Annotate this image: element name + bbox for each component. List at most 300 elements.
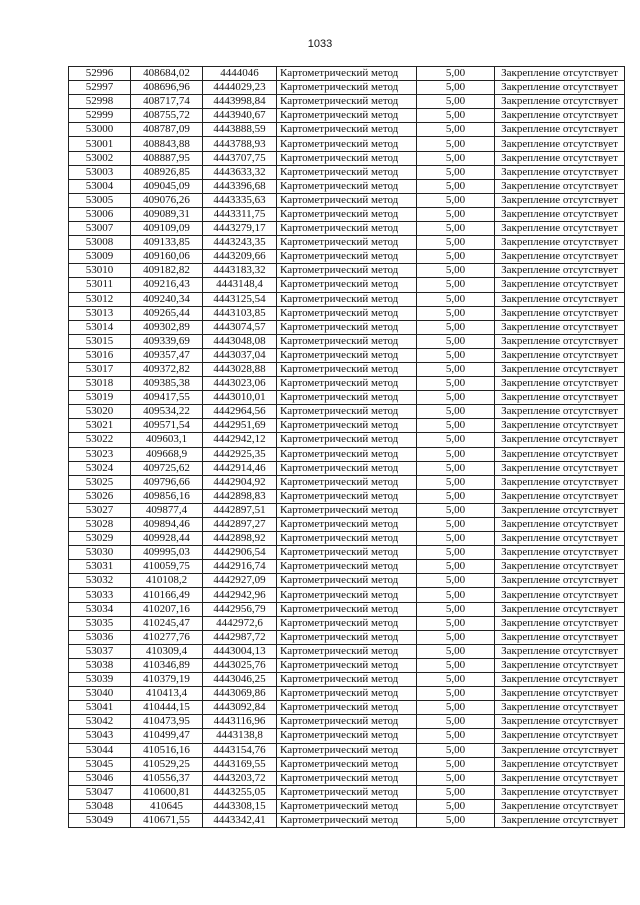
y-coordinate-cell: 4443010,01 — [203, 391, 277, 405]
table-row — [69, 306, 625, 320]
x-coordinate-cell: 409417,55 — [131, 391, 203, 405]
accuracy-cell: 5,00 — [417, 306, 495, 320]
fixation-cell: Закрепление отсутствует — [495, 348, 625, 362]
method-cell: Картометрический метод — [277, 151, 417, 165]
accuracy-cell: 5,00 — [417, 503, 495, 517]
x-coordinate-cell: 409603,1 — [131, 433, 203, 447]
x-coordinate-cell: 409725,62 — [131, 461, 203, 475]
x-coordinate-cell: 409571,54 — [131, 419, 203, 433]
fixation-cell: Закрепление отсутствует — [495, 123, 625, 137]
point-number-cell: 53000 — [69, 123, 131, 137]
table-row — [69, 560, 625, 574]
point-number-cell: 53024 — [69, 461, 131, 475]
table-row — [69, 489, 625, 503]
method-cell: Картометрический метод — [277, 179, 417, 193]
x-coordinate-cell: 409133,85 — [131, 236, 203, 250]
method-cell: Картометрический метод — [277, 574, 417, 588]
method-cell: Картометрический метод — [277, 419, 417, 433]
accuracy-cell: 5,00 — [417, 250, 495, 264]
table-row — [69, 673, 625, 687]
y-coordinate-cell: 4443046,25 — [203, 673, 277, 687]
table-row — [69, 377, 625, 391]
method-cell: Картометрический метод — [277, 320, 417, 334]
y-coordinate-cell: 4443279,17 — [203, 222, 277, 236]
method-cell: Картометрический метод — [277, 489, 417, 503]
y-coordinate-cell: 4443311,75 — [203, 207, 277, 221]
coordinates-table — [68, 66, 625, 828]
method-cell: Картометрический метод — [277, 560, 417, 574]
accuracy-cell: 5,00 — [417, 179, 495, 193]
y-coordinate-cell: 4443092,84 — [203, 701, 277, 715]
fixation-cell: Закрепление отсутствует — [495, 673, 625, 687]
x-coordinate-cell: 409668,9 — [131, 447, 203, 461]
method-cell: Картометрический метод — [277, 67, 417, 81]
y-coordinate-cell: 4442942,12 — [203, 433, 277, 447]
method-cell: Картометрический метод — [277, 630, 417, 644]
table-row — [69, 334, 625, 348]
accuracy-cell: 5,00 — [417, 771, 495, 785]
table-row — [69, 179, 625, 193]
fixation-cell: Закрепление отсутствует — [495, 785, 625, 799]
point-number-cell: 53007 — [69, 222, 131, 236]
table-row — [69, 137, 625, 151]
x-coordinate-cell: 409928,44 — [131, 532, 203, 546]
y-coordinate-cell: 4442925,35 — [203, 447, 277, 461]
fixation-cell: Закрепление отсутствует — [495, 532, 625, 546]
point-number-cell: 53043 — [69, 729, 131, 743]
y-coordinate-cell: 4442906,54 — [203, 546, 277, 560]
method-cell: Картометрический метод — [277, 602, 417, 616]
method-cell: Картометрический метод — [277, 616, 417, 630]
table-row — [69, 165, 625, 179]
table-row — [69, 348, 625, 362]
point-number-cell: 53035 — [69, 616, 131, 630]
table-row — [69, 574, 625, 588]
x-coordinate-cell: 410108,2 — [131, 574, 203, 588]
accuracy-cell: 5,00 — [417, 433, 495, 447]
accuracy-cell: 5,00 — [417, 757, 495, 771]
table-row — [69, 616, 625, 630]
point-number-cell: 53012 — [69, 292, 131, 306]
accuracy-cell: 5,00 — [417, 701, 495, 715]
accuracy-cell: 5,00 — [417, 236, 495, 250]
point-number-cell: 53010 — [69, 264, 131, 278]
point-number-cell: 53034 — [69, 602, 131, 616]
accuracy-cell: 5,00 — [417, 546, 495, 560]
x-coordinate-cell: 410516,16 — [131, 743, 203, 757]
accuracy-cell: 5,00 — [417, 799, 495, 813]
y-coordinate-cell: 4443037,04 — [203, 348, 277, 362]
method-cell: Картометрический метод — [277, 433, 417, 447]
point-number-cell: 53044 — [69, 743, 131, 757]
fixation-cell: Закрепление отсутствует — [495, 546, 625, 560]
table-row — [69, 546, 625, 560]
fixation-cell: Закрепление отсутствует — [495, 193, 625, 207]
accuracy-cell: 5,00 — [417, 264, 495, 278]
x-coordinate-cell: 409302,89 — [131, 320, 203, 334]
fixation-cell: Закрепление отсутствует — [495, 137, 625, 151]
fixation-cell: Закрепление отсутствует — [495, 81, 625, 95]
point-number-cell: 53013 — [69, 306, 131, 320]
x-coordinate-cell: 409534,22 — [131, 405, 203, 419]
x-coordinate-cell: 410645 — [131, 799, 203, 813]
point-number-cell: 53042 — [69, 715, 131, 729]
y-coordinate-cell: 4443028,88 — [203, 362, 277, 376]
accuracy-cell: 5,00 — [417, 193, 495, 207]
accuracy-cell: 5,00 — [417, 137, 495, 151]
table-row — [69, 250, 625, 264]
x-coordinate-cell: 410277,76 — [131, 630, 203, 644]
x-coordinate-cell: 410600,81 — [131, 785, 203, 799]
table-row — [69, 715, 625, 729]
y-coordinate-cell: 4443138,8 — [203, 729, 277, 743]
y-coordinate-cell: 4443209,66 — [203, 250, 277, 264]
fixation-cell: Закрепление отсутствует — [495, 405, 625, 419]
fixation-cell: Закрепление отсутствует — [495, 602, 625, 616]
fixation-cell: Закрепление отсутствует — [495, 433, 625, 447]
accuracy-cell: 5,00 — [417, 419, 495, 433]
y-coordinate-cell: 4443048,08 — [203, 334, 277, 348]
fixation-cell: Закрепление отсутствует — [495, 687, 625, 701]
point-number-cell: 53020 — [69, 405, 131, 419]
method-cell: Картометрический метод — [277, 236, 417, 250]
accuracy-cell: 5,00 — [417, 292, 495, 306]
accuracy-cell: 5,00 — [417, 785, 495, 799]
accuracy-cell: 5,00 — [417, 447, 495, 461]
table-row — [69, 109, 625, 123]
y-coordinate-cell: 4442898,83 — [203, 489, 277, 503]
y-coordinate-cell: 4443788,93 — [203, 137, 277, 151]
y-coordinate-cell: 4442897,51 — [203, 503, 277, 517]
y-coordinate-cell: 4442951,69 — [203, 419, 277, 433]
point-number-cell: 52999 — [69, 109, 131, 123]
accuracy-cell: 5,00 — [417, 362, 495, 376]
table-row — [69, 687, 625, 701]
method-cell: Картометрический метод — [277, 95, 417, 109]
table-row — [69, 193, 625, 207]
y-coordinate-cell: 4443169,55 — [203, 757, 277, 771]
accuracy-cell: 5,00 — [417, 715, 495, 729]
fixation-cell: Закрепление отсутствует — [495, 67, 625, 81]
accuracy-cell: 5,00 — [417, 348, 495, 362]
x-coordinate-cell: 408926,85 — [131, 165, 203, 179]
x-coordinate-cell: 410529,25 — [131, 757, 203, 771]
accuracy-cell: 5,00 — [417, 630, 495, 644]
x-coordinate-cell: 409160,06 — [131, 250, 203, 264]
y-coordinate-cell: 4443335,63 — [203, 193, 277, 207]
method-cell: Картометрический метод — [277, 250, 417, 264]
fixation-cell: Закрепление отсутствует — [495, 222, 625, 236]
accuracy-cell: 5,00 — [417, 109, 495, 123]
point-number-cell: 53019 — [69, 391, 131, 405]
method-cell: Картометрический метод — [277, 109, 417, 123]
x-coordinate-cell: 410413,4 — [131, 687, 203, 701]
accuracy-cell: 5,00 — [417, 588, 495, 602]
table-row — [69, 67, 625, 81]
x-coordinate-cell: 410556,37 — [131, 771, 203, 785]
point-number-cell: 53018 — [69, 377, 131, 391]
table-row — [69, 588, 625, 602]
table-row — [69, 292, 625, 306]
method-cell: Картометрический метод — [277, 644, 417, 658]
method-cell: Картометрический метод — [277, 743, 417, 757]
method-cell: Картометрический метод — [277, 306, 417, 320]
x-coordinate-cell: 410207,16 — [131, 602, 203, 616]
fixation-cell: Закрепление отсутствует — [495, 320, 625, 334]
fixation-cell: Закрепление отсутствует — [495, 518, 625, 532]
point-number-cell: 53003 — [69, 165, 131, 179]
method-cell: Картометрический метод — [277, 165, 417, 179]
table-row — [69, 475, 625, 489]
y-coordinate-cell: 4444029,23 — [203, 81, 277, 95]
method-cell: Картометрический метод — [277, 532, 417, 546]
accuracy-cell: 5,00 — [417, 687, 495, 701]
table-row — [69, 799, 625, 813]
point-number-cell: 53046 — [69, 771, 131, 785]
method-cell: Картометрический метод — [277, 207, 417, 221]
x-coordinate-cell: 408787,09 — [131, 123, 203, 137]
accuracy-cell: 5,00 — [417, 123, 495, 137]
fixation-cell: Закрепление отсутствует — [495, 362, 625, 376]
table-row — [69, 447, 625, 461]
x-coordinate-cell: 409357,47 — [131, 348, 203, 362]
accuracy-cell: 5,00 — [417, 616, 495, 630]
fixation-cell: Закрепление отсутствует — [495, 207, 625, 221]
method-cell: Картометрический метод — [277, 334, 417, 348]
y-coordinate-cell: 4442927,09 — [203, 574, 277, 588]
x-coordinate-cell: 409240,34 — [131, 292, 203, 306]
accuracy-cell: 5,00 — [417, 532, 495, 546]
x-coordinate-cell: 408717,74 — [131, 95, 203, 109]
accuracy-cell: 5,00 — [417, 475, 495, 489]
y-coordinate-cell: 4442904,92 — [203, 475, 277, 489]
table-row — [69, 771, 625, 785]
x-coordinate-cell: 410444,15 — [131, 701, 203, 715]
table-row — [69, 222, 625, 236]
y-coordinate-cell: 4443103,85 — [203, 306, 277, 320]
x-coordinate-cell: 409076,26 — [131, 193, 203, 207]
y-coordinate-cell: 4442914,46 — [203, 461, 277, 475]
accuracy-cell: 5,00 — [417, 644, 495, 658]
fixation-cell: Закрепление отсутствует — [495, 729, 625, 743]
fixation-cell: Закрепление отсутствует — [495, 236, 625, 250]
fixation-cell: Закрепление отсутствует — [495, 278, 625, 292]
method-cell: Картометрический метод — [277, 292, 417, 306]
point-number-cell: 53006 — [69, 207, 131, 221]
point-number-cell: 53038 — [69, 658, 131, 672]
table-row — [69, 743, 625, 757]
fixation-cell: Закрепление отсутствует — [495, 658, 625, 672]
table-row — [69, 644, 625, 658]
accuracy-cell: 5,00 — [417, 151, 495, 165]
table-row — [69, 785, 625, 799]
accuracy-cell: 5,00 — [417, 813, 495, 827]
y-coordinate-cell: 4443023,06 — [203, 377, 277, 391]
x-coordinate-cell: 409339,69 — [131, 334, 203, 348]
point-number-cell: 53002 — [69, 151, 131, 165]
point-number-cell: 53014 — [69, 320, 131, 334]
x-coordinate-cell: 409109,09 — [131, 222, 203, 236]
x-coordinate-cell: 410346,89 — [131, 658, 203, 672]
point-number-cell: 53040 — [69, 687, 131, 701]
point-number-cell: 53027 — [69, 503, 131, 517]
point-number-cell: 53049 — [69, 813, 131, 827]
method-cell: Картометрический метод — [277, 81, 417, 95]
x-coordinate-cell: 408684,02 — [131, 67, 203, 81]
method-cell: Картометрический метод — [277, 123, 417, 137]
point-number-cell: 53039 — [69, 673, 131, 687]
x-coordinate-cell: 410245,47 — [131, 616, 203, 630]
y-coordinate-cell: 4442897,27 — [203, 518, 277, 532]
fixation-cell: Закрепление отсутствует — [495, 391, 625, 405]
table-row — [69, 95, 625, 109]
point-number-cell: 53048 — [69, 799, 131, 813]
table-row — [69, 278, 625, 292]
accuracy-cell: 5,00 — [417, 95, 495, 109]
fixation-cell: Закрепление отсутствует — [495, 771, 625, 785]
accuracy-cell: 5,00 — [417, 518, 495, 532]
point-number-cell: 52997 — [69, 81, 131, 95]
method-cell: Картометрический метод — [277, 503, 417, 517]
x-coordinate-cell: 410473,95 — [131, 715, 203, 729]
point-number-cell: 53005 — [69, 193, 131, 207]
x-coordinate-cell: 409216,43 — [131, 278, 203, 292]
y-coordinate-cell: 4443888,59 — [203, 123, 277, 137]
fixation-cell: Закрепление отсутствует — [495, 813, 625, 827]
method-cell: Картометрический метод — [277, 658, 417, 672]
point-number-cell: 53036 — [69, 630, 131, 644]
method-cell: Картометрический метод — [277, 715, 417, 729]
fixation-cell: Закрепление отсутствует — [495, 743, 625, 757]
accuracy-cell: 5,00 — [417, 165, 495, 179]
method-cell: Картометрический метод — [277, 729, 417, 743]
accuracy-cell: 5,00 — [417, 320, 495, 334]
point-number-cell: 53047 — [69, 785, 131, 799]
fixation-cell: Закрепление отсутствует — [495, 644, 625, 658]
table-body — [69, 67, 625, 828]
method-cell: Картометрический метод — [277, 785, 417, 799]
fixation-cell: Закрепление отсутствует — [495, 616, 625, 630]
accuracy-cell: 5,00 — [417, 377, 495, 391]
y-coordinate-cell: 4442942,96 — [203, 588, 277, 602]
point-number-cell: 53028 — [69, 518, 131, 532]
method-cell: Картометрический метод — [277, 377, 417, 391]
point-number-cell: 53016 — [69, 348, 131, 362]
table-row — [69, 602, 625, 616]
x-coordinate-cell: 409045,09 — [131, 179, 203, 193]
fixation-cell: Закрепление отсутствует — [495, 419, 625, 433]
y-coordinate-cell: 4443243,35 — [203, 236, 277, 250]
method-cell: Картометрический метод — [277, 813, 417, 827]
x-coordinate-cell: 409089,31 — [131, 207, 203, 221]
method-cell: Картометрический метод — [277, 701, 417, 715]
y-coordinate-cell: 4443396,68 — [203, 179, 277, 193]
table-row — [69, 658, 625, 672]
accuracy-cell: 5,00 — [417, 673, 495, 687]
table-row — [69, 419, 625, 433]
y-coordinate-cell: 4443203,72 — [203, 771, 277, 785]
y-coordinate-cell: 4443342,41 — [203, 813, 277, 827]
fixation-cell: Закрепление отсутствует — [495, 377, 625, 391]
accuracy-cell: 5,00 — [417, 222, 495, 236]
x-coordinate-cell: 410671,55 — [131, 813, 203, 827]
y-coordinate-cell: 4443183,32 — [203, 264, 277, 278]
table-row — [69, 813, 625, 827]
fixation-cell: Закрепление отсутствует — [495, 334, 625, 348]
fixation-cell: Закрепление отсутствует — [495, 799, 625, 813]
x-coordinate-cell: 409182,82 — [131, 264, 203, 278]
method-cell: Картометрический метод — [277, 405, 417, 419]
fixation-cell: Закрепление отсутствует — [495, 503, 625, 517]
accuracy-cell: 5,00 — [417, 405, 495, 419]
accuracy-cell: 5,00 — [417, 602, 495, 616]
x-coordinate-cell: 409265,44 — [131, 306, 203, 320]
accuracy-cell: 5,00 — [417, 489, 495, 503]
fixation-cell: Закрепление отсутствует — [495, 715, 625, 729]
table-row — [69, 757, 625, 771]
table-row — [69, 81, 625, 95]
y-coordinate-cell: 4443074,57 — [203, 320, 277, 334]
method-cell: Картометрический метод — [277, 278, 417, 292]
method-cell: Картометрический метод — [277, 222, 417, 236]
x-coordinate-cell: 410379,19 — [131, 673, 203, 687]
point-number-cell: 52998 — [69, 95, 131, 109]
y-coordinate-cell: 4443633,32 — [203, 165, 277, 179]
y-coordinate-cell: 4442972,6 — [203, 616, 277, 630]
table-row — [69, 151, 625, 165]
method-cell: Картометрический метод — [277, 799, 417, 813]
y-coordinate-cell: 4442916,74 — [203, 560, 277, 574]
point-number-cell: 53023 — [69, 447, 131, 461]
table-row — [69, 236, 625, 250]
point-number-cell: 53030 — [69, 546, 131, 560]
y-coordinate-cell: 4442898,92 — [203, 532, 277, 546]
fixation-cell: Закрепление отсутствует — [495, 95, 625, 109]
table-row — [69, 123, 625, 137]
table-row — [69, 362, 625, 376]
point-number-cell: 53009 — [69, 250, 131, 264]
table-row — [69, 461, 625, 475]
table-row — [69, 391, 625, 405]
y-coordinate-cell: 4443255,05 — [203, 785, 277, 799]
table-row — [69, 405, 625, 419]
y-coordinate-cell: 4444046 — [203, 67, 277, 81]
x-coordinate-cell: 409856,16 — [131, 489, 203, 503]
y-coordinate-cell: 4442956,79 — [203, 602, 277, 616]
x-coordinate-cell: 410309,4 — [131, 644, 203, 658]
y-coordinate-cell: 4443148,4 — [203, 278, 277, 292]
table-row — [69, 630, 625, 644]
point-number-cell: 53045 — [69, 757, 131, 771]
fixation-cell: Закрепление отсутствует — [495, 461, 625, 475]
accuracy-cell: 5,00 — [417, 207, 495, 221]
point-number-cell: 53011 — [69, 278, 131, 292]
accuracy-cell: 5,00 — [417, 391, 495, 405]
method-cell: Картометрический метод — [277, 348, 417, 362]
method-cell: Картометрический метод — [277, 264, 417, 278]
x-coordinate-cell: 408696,96 — [131, 81, 203, 95]
x-coordinate-cell: 408843,88 — [131, 137, 203, 151]
accuracy-cell: 5,00 — [417, 461, 495, 475]
point-number-cell: 53029 — [69, 532, 131, 546]
point-number-cell: 53026 — [69, 489, 131, 503]
x-coordinate-cell: 409372,82 — [131, 362, 203, 376]
x-coordinate-cell: 409385,38 — [131, 377, 203, 391]
table-row — [69, 503, 625, 517]
method-cell: Картометрический метод — [277, 673, 417, 687]
method-cell: Картометрический метод — [277, 475, 417, 489]
x-coordinate-cell: 410499,47 — [131, 729, 203, 743]
